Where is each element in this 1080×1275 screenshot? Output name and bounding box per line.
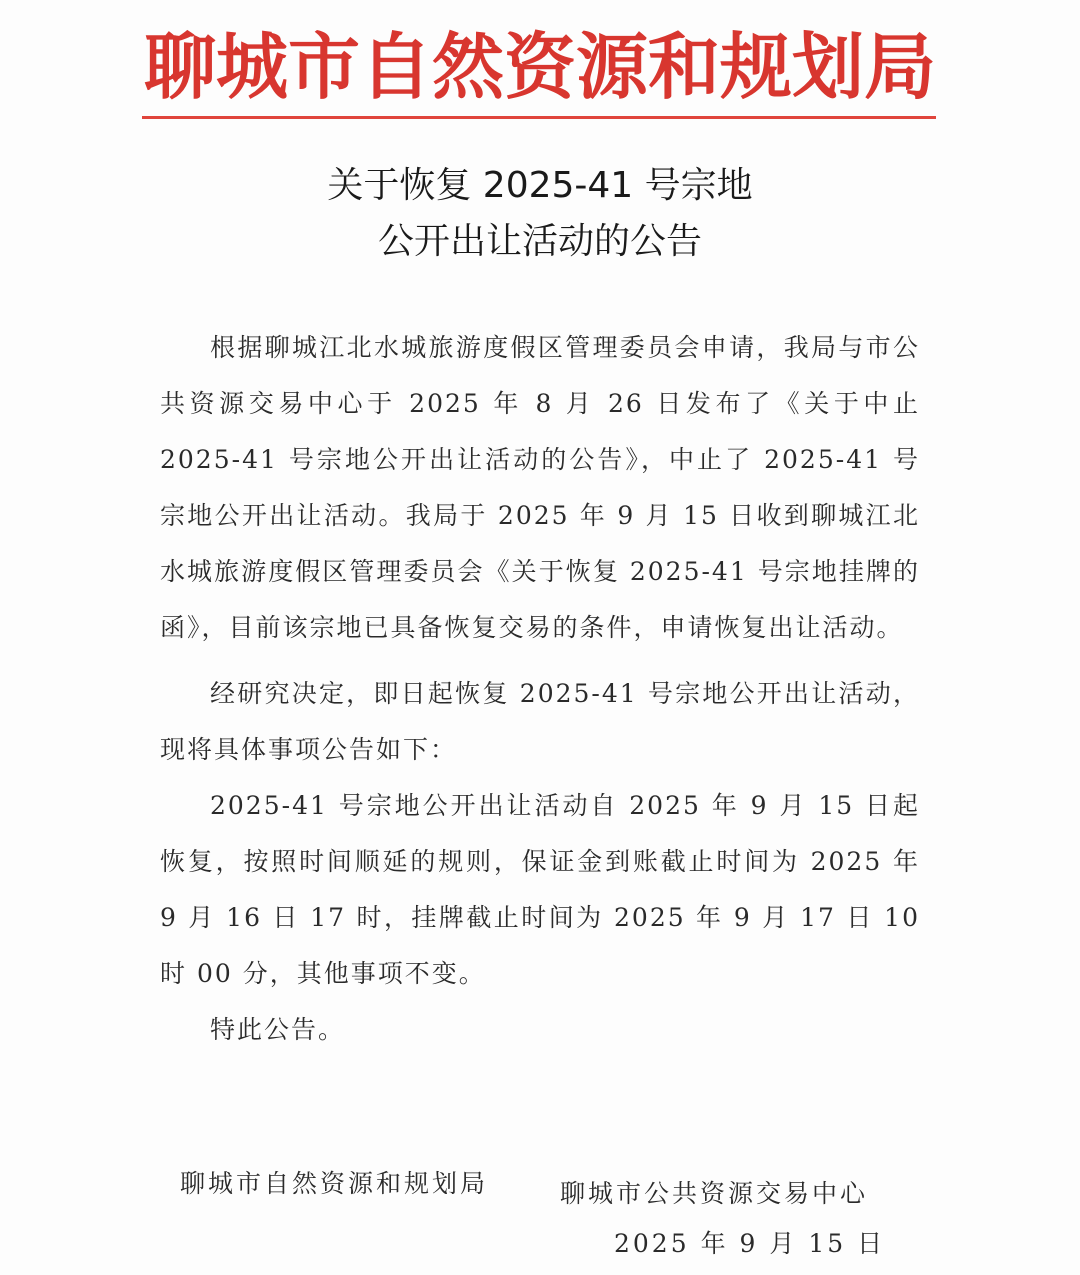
signature-date: 2025 年 9 月 15 日 bbox=[614, 1229, 886, 1258]
body-paragraph: 2025-41 号宗地公开出让活动自 2025 年 9 月 15 日起恢复，按照时间顺延的规则，保证金到账截止时间为 2025 年 9 月 16 日 17 时，挂牌截止时间为 2025 年 9 月 17 日 10 时 00 分，其他事项不变。 bbox=[160, 791, 920, 988]
letterhead-rule bbox=[142, 116, 936, 119]
body-paragraph: 经研究决定，即日起恢复 2025-41 号宗地公开出让活动，现将具体事项公告如下： bbox=[160, 679, 920, 764]
signature-org-1: 聊城市自然资源和规划局 bbox=[180, 1169, 489, 1198]
body-paragraph: 特此公告。 bbox=[210, 1015, 346, 1044]
letterhead-org-name: 聊城市自然资源和规划局 bbox=[143, 24, 936, 109]
title-line-2: 公开出让活动的公告 bbox=[377, 221, 702, 262]
title-line-1: 关于恢复 2025-41 号宗地 bbox=[327, 165, 753, 206]
body-paragraph: 根据聊城江北水城旅游度假区管理委员会申请，我局与市公共资源交易中心于 2025 年 8 月 26 日发布了《关于中止 2025-41 号宗地公开出让活动的公告》，中止了 2025-41 号宗地公开出让活动。我局于 2025 年 9 月 15 日收到聊城江北水城旅游度假区管理委员会《关于恢复 2025-41 号宗地挂牌的函》，目前该宗地已具备恢复交易的条件，申请恢复出让活动。 bbox=[160, 333, 920, 642]
signature-org-2: 聊城市公共资源交易中心 bbox=[560, 1179, 869, 1208]
announcement-title bbox=[150, 158, 930, 270]
announcement-body bbox=[160, 320, 920, 1058]
